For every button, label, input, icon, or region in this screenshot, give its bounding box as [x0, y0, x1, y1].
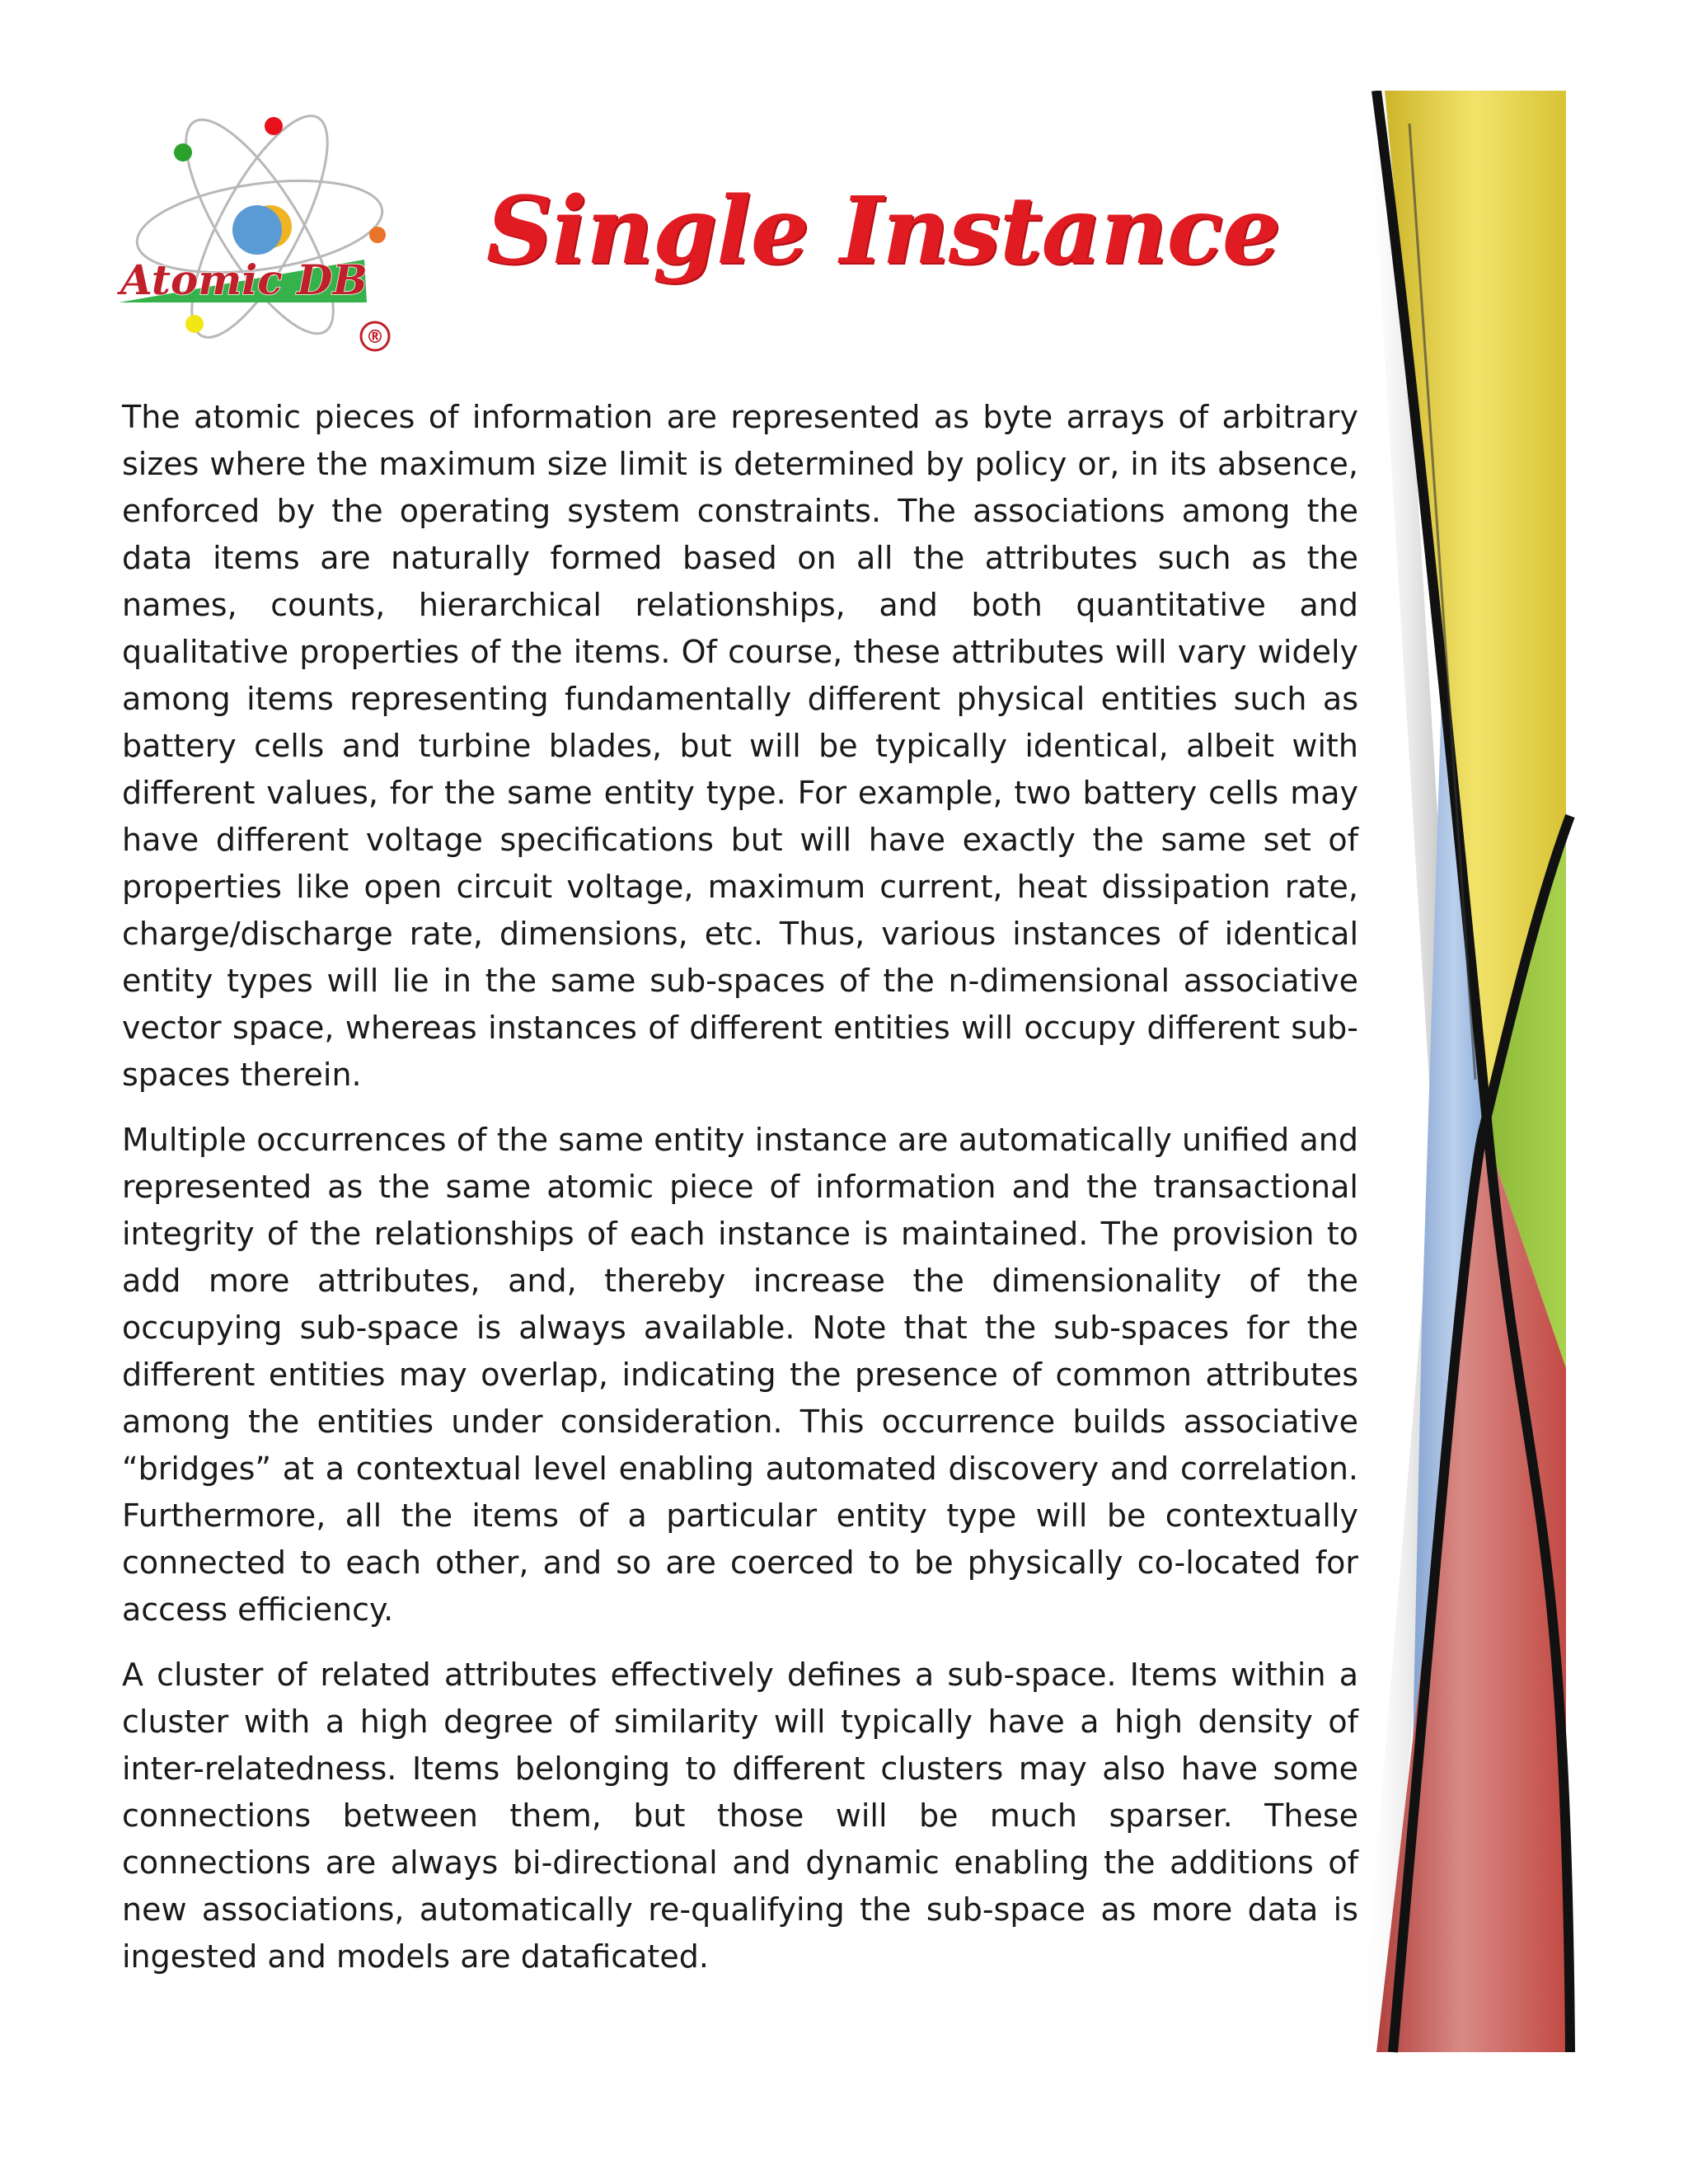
electron-green	[174, 143, 192, 162]
decorative-ribbon-panel	[1360, 91, 1632, 2069]
electron-yellow	[185, 315, 204, 333]
paragraph-3: A cluster of related attributes effectively defines a sub-space. Items within a cluster with a high degree of similarity will typically have a high density of inter-relatedness. Items belonging to different clusters may also have some connections between them, but those will be much sparser. These connections are always bi-directional and dynamic enabling the additions of new associations, automatically re-qualifying the sub-space as more data is ingested and models are dataficated.	[122, 1657, 1358, 1975]
article-body	[122, 394, 1358, 1999]
registered-icon	[361, 322, 389, 350]
electron-orange	[369, 227, 386, 243]
nucleus	[232, 205, 292, 255]
registered-mark: ®	[366, 327, 384, 348]
paragraph-2: Multiple occurrences of the same entity instance are automatically unified and represented as the same atomic piece of information and the transactional integrity of the relationships of each instance is maintained. The provision to add more attributes, and, thereby increase the dimensionality of the occupying sub-space is always available. Note that the sub-spaces for the different entities may overlap, indicating the presence of common attributes among the entities under consideration. This occurrence builds associative “bridges” at a contextual level enabling automated discovery and correlation. Furthermore, all the items of a particular entity type will be contextually connected to each other, and so are coerced to be physically co-located for access efficiency.	[122, 1122, 1358, 1628]
electron-red	[265, 117, 283, 135]
paragraph-1: The atomic pieces of information are represented as byte arrays of arbitrary sizes where the maximum size limit is determined by policy or, in its absence, enforced by the operating system constraints. The associations among the data items are naturally formed based on all the attributes such as the names, counts, hierarchical relationships, and both quantitative and qualitative properties of the items. Of course, these attributes will vary widely among items representing fundamentally different physical entities such as battery cells and turbine blades, but will be typically identical, albeit with different values, for the same entity type. For example, two battery cells may have different voltage specifications but will have exactly the same set of properties like open circuit voltage, maximum current, heat dissipation rate, charge/discharge rate, dimensions, etc. Thus, various instances of identical entity types will lie in the same sub-spaces of the n-dimensional associative vector space, whereas instances of different entities will occupy different sub-spaces therein.	[122, 399, 1358, 1093]
page-title: Single Instance	[486, 177, 1281, 285]
logo-wordmark: Atomic DB	[120, 255, 368, 304]
atomic-db-logo	[115, 111, 412, 359]
